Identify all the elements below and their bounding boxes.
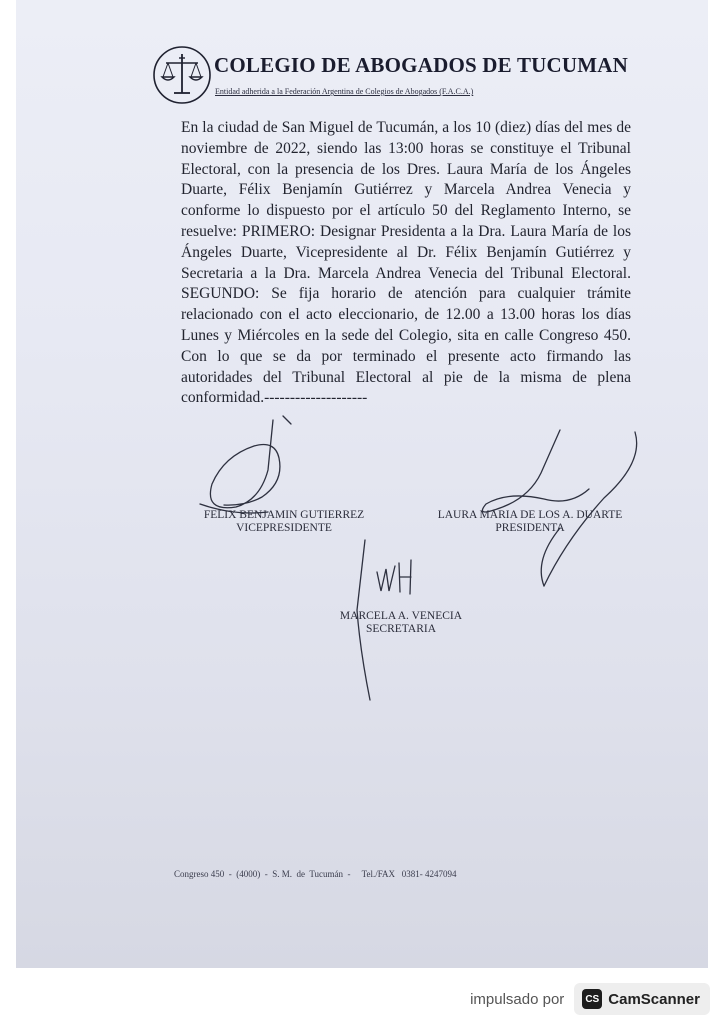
camscanner-logo-icon: CS bbox=[582, 989, 602, 1009]
vice-name: FELIX BENJAMIN GUTIERREZ bbox=[203, 509, 365, 521]
resolution-paragraph: En la ciudad de San Miguel de Tucumán, a los 10 (diez) días del mes de noviembre de 2022, siendo las 13:00 horas se constituye el Tribunal Electoral, con la presencia de los Dres. Laura María de los Ángeles Duarte, Félix Benjamín Gutiérrez y Marcela Andrea Venecia y conforme lo dispuesto por el artículo 50 del Reglamento Interno, se resuelve: PRIMERO: Designar Presidenta a la Dra. Laura María de los Ángeles Duarte, Vicepresidente al Dr. Félix Benjamín Gutiérrez y Secretaria a la Dra. Marcela Andrea Venecia del Tribunal Electoral. SEGUNDO: Se fija horario de atención para cualquier trámite relacionado con el acto eleccionario, de 12.00 a 13.00 horas los días Lunes y Miércoles en la sede del Colegio, sita en calle Congreso 450. Con lo que se da por terminado el presente acto firmando las autoridades del Tribunal Electoral al pie de la misma de plena conformidad.-------------------- bbox=[181, 119, 631, 407]
secretary-name: MARCELA A. VENECIA bbox=[339, 610, 463, 622]
signature-block-president bbox=[424, 509, 636, 535]
document-page bbox=[16, 0, 708, 968]
camscanner-badge bbox=[574, 983, 710, 1015]
institution-subtitle: Entidad adherida a la Federación Argentina de Colegios de Abogados (F.A.C.A.) bbox=[215, 87, 474, 96]
secretary-role: SECRETARIA bbox=[366, 623, 436, 635]
footer-address: Congreso 450 - (4000) - S. M. de Tucumán - Tel./FAX 0381- 4247094 bbox=[174, 869, 457, 879]
president-name: LAURA MARIA DE LOS A. DUARTE bbox=[437, 509, 623, 521]
vice-role: VICEPRESIDENTE bbox=[236, 522, 332, 534]
institution-name: COLEGIO DE ABOGADOS DE TUCUMAN bbox=[214, 53, 629, 77]
camscanner-brand: CamScanner bbox=[608, 990, 700, 1008]
signature-block-secretary bbox=[321, 610, 481, 636]
scales-of-justice-icon bbox=[152, 45, 212, 105]
president-role: PRESIDENTA bbox=[495, 522, 565, 534]
signature-block-vice bbox=[194, 509, 374, 535]
watermark-prefix: impulsado por bbox=[470, 990, 565, 1008]
camscanner-watermark bbox=[470, 983, 710, 1015]
